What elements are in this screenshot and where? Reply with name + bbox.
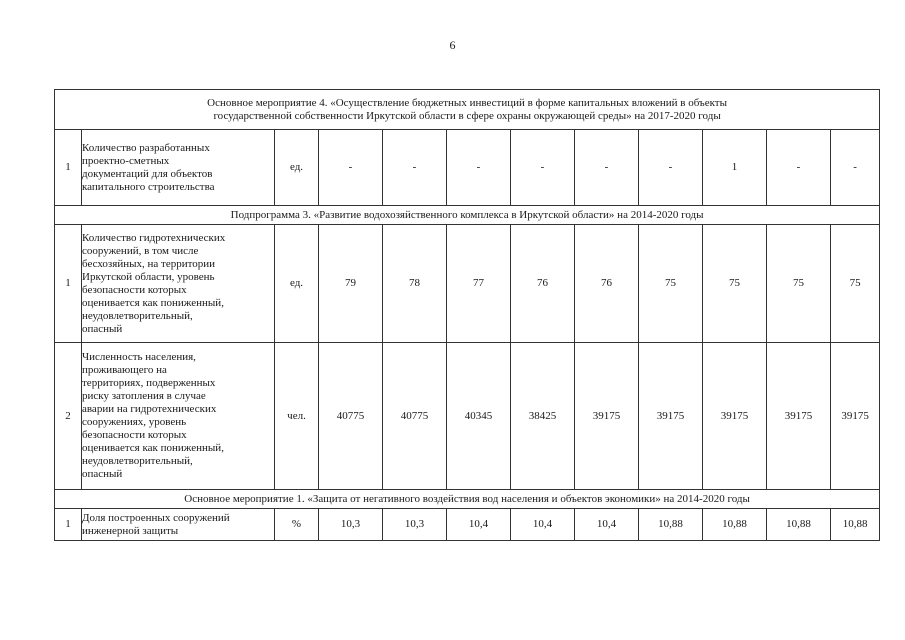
value-cell: - [831, 130, 880, 206]
table-row [55, 225, 880, 343]
indicator-name: Доля построенных сооружений инженерной защиты [82, 509, 275, 541]
row-number: 2 [55, 343, 82, 490]
value-cell: 10,4 [511, 509, 575, 541]
value-cell: - [639, 130, 703, 206]
value-cell: 78 [383, 225, 447, 343]
value-cell: 40775 [319, 343, 383, 490]
value-cell: 76 [575, 225, 639, 343]
row-number: 1 [55, 509, 82, 541]
unit-cell: ед. [275, 225, 319, 343]
value-cell: 39175 [639, 343, 703, 490]
value-cell: 10,3 [383, 509, 447, 541]
value-cell: - [511, 130, 575, 206]
value-cell: 10,4 [575, 509, 639, 541]
table-row [55, 343, 880, 490]
unit-cell: % [275, 509, 319, 541]
value-cell: 79 [319, 225, 383, 343]
value-cell: 10,3 [319, 509, 383, 541]
value-cell: 38425 [511, 343, 575, 490]
value-cell: 77 [447, 225, 511, 343]
indicator-name: Количество гидротехнических сооружений, в том числе бесхозяйных, на территории Иркутской области, уровень безопасности которых оценивается как пониженный, неудовлетворительный, опасный [82, 225, 275, 343]
unit-cell: чел. [275, 343, 319, 490]
value-cell: 39175 [575, 343, 639, 490]
value-cell: - [767, 130, 831, 206]
section-header-row [55, 490, 880, 509]
page-number: 6 [449, 38, 456, 52]
section-title: Основное мероприятие 4. «Осуществление бюджетных инвестиций в форме капитальных вложений в объекты государственной собственности Иркутской области в сфере охраны окружающей среды» на 2017-2020 годы [55, 90, 880, 130]
table-row [55, 509, 880, 541]
value-cell: 10,88 [703, 509, 767, 541]
value-cell: 40345 [447, 343, 511, 490]
value-cell: 40775 [383, 343, 447, 490]
value-cell: 39175 [767, 343, 831, 490]
value-cell: 75 [639, 225, 703, 343]
indicator-name: Количество разработанных проектно-сметных документаций для объектов капитального строительства [82, 130, 275, 206]
section-title: Основное мероприятие 1. «Защита от негативного воздействия вод населения и объектов экономики» на 2014-2020 годы [55, 490, 880, 509]
section-header-row [55, 90, 880, 130]
value-cell: - [319, 130, 383, 206]
value-cell: 39175 [703, 343, 767, 490]
indicators-table [54, 89, 880, 541]
value-cell: 10,88 [639, 509, 703, 541]
value-cell: - [447, 130, 511, 206]
value-cell: 10,4 [447, 509, 511, 541]
section-header-row [55, 206, 880, 225]
value-cell: 75 [767, 225, 831, 343]
row-number: 1 [55, 130, 82, 206]
row-number: 1 [55, 225, 82, 343]
section-title: Подпрограмма 3. «Развитие водохозяйственного комплекса в Иркутской области» на 2014-2020 годы [55, 206, 880, 225]
table-row [55, 130, 880, 206]
value-cell: 10,88 [831, 509, 880, 541]
indicator-name: Численность населения, проживающего на территориях, подверженных риску затопления в случае аварии на гидротехнических сооружениях, уровень безопасности которых оценивается как пониженный, неудовлетворительный, опасный [82, 343, 275, 490]
unit-cell: ед. [275, 130, 319, 206]
value-cell: 76 [511, 225, 575, 343]
value-cell: 1 [703, 130, 767, 206]
value-cell: - [383, 130, 447, 206]
value-cell: 39175 [831, 343, 880, 490]
value-cell: 75 [831, 225, 880, 343]
value-cell: - [575, 130, 639, 206]
value-cell: 10,88 [767, 509, 831, 541]
value-cell: 75 [703, 225, 767, 343]
